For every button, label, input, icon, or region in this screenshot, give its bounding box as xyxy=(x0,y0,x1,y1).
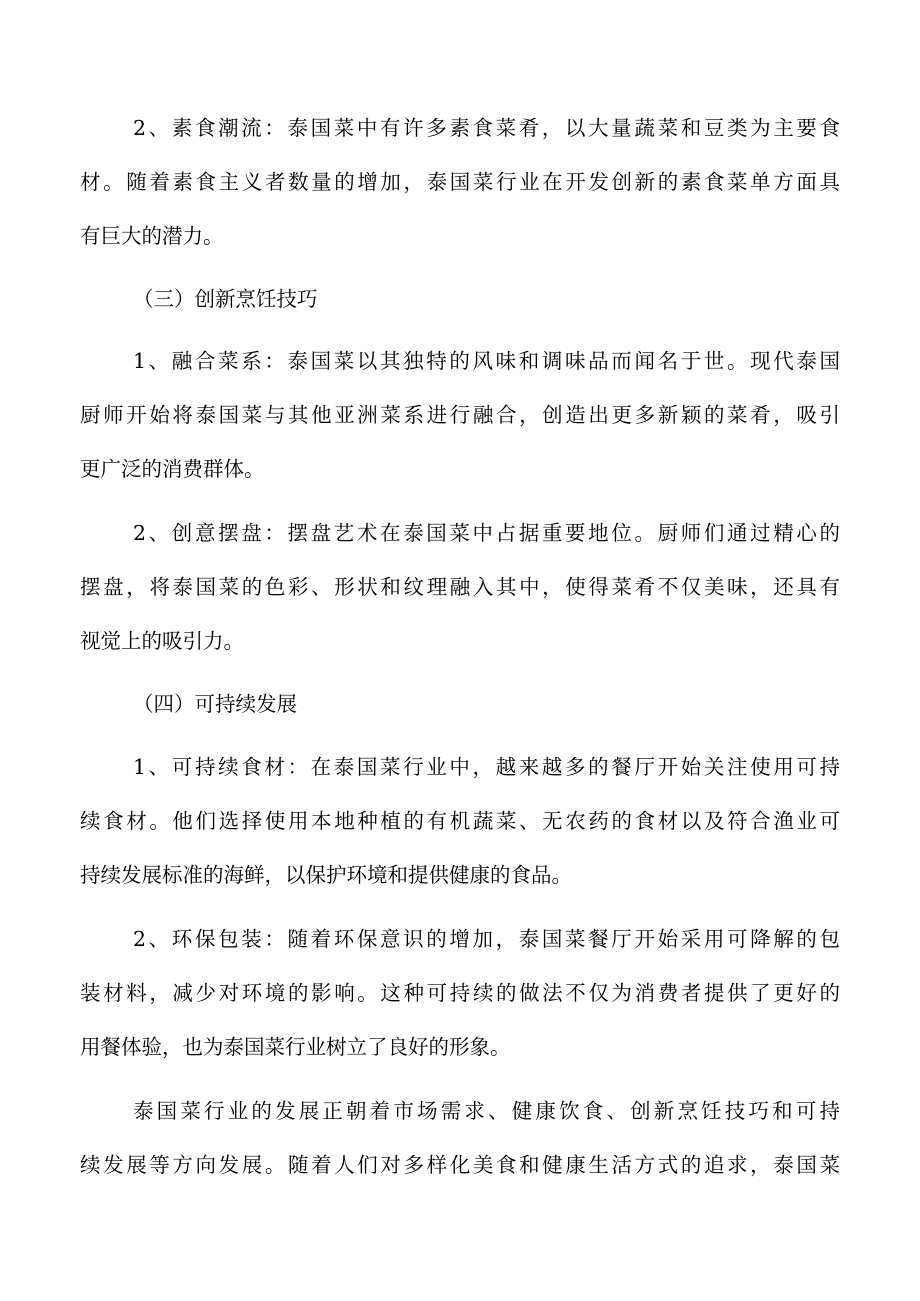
paragraph-creative-plating xyxy=(80,506,840,668)
section-heading-sustainable-development: （四）可持续发展 xyxy=(133,692,297,716)
paragraph-vegetarian-trend xyxy=(80,101,840,263)
text-line: 2、环保包装：随着环保意识的增加，泰国菜餐厅开始采用可降解的包 xyxy=(133,927,840,951)
text-line: 视觉上的吸引力。 xyxy=(80,629,244,653)
paragraph-industry-summary xyxy=(80,1084,840,1192)
text-line: 材。随着素食主义者数量的增加，泰国菜行业在开发创新的素食菜单方面具 xyxy=(80,170,840,194)
paragraph-fusion-cuisine xyxy=(80,334,840,496)
text-line: 厨师开始将泰国菜与其他亚洲菜系进行融合，创造出更多新颖的菜肴，吸引 xyxy=(80,403,840,427)
text-line: 装材料，减少对环境的影响。这种可持续的做法不仅为消费者提供了更好的 xyxy=(80,981,840,1005)
text-line: 持续发展标准的海鲜，以保护环境和提供健康的食品。 xyxy=(80,863,572,887)
paragraph-sustainable-ingredients xyxy=(80,740,840,902)
paragraph-eco-packaging xyxy=(80,912,840,1074)
text-line: 续发展等方向发展。随着人们对多样化美食和健康生活方式的追求，泰国菜 xyxy=(80,1153,840,1177)
text-line: 1、可持续食材：在泰国菜行业中，越来越多的餐厅开始关注使用可持 xyxy=(133,755,840,779)
text-line: 泰国菜行业的发展正朝着市场需求、健康饮食、创新烹饪技巧和可持 xyxy=(133,1099,840,1123)
text-line: 续食材。他们选择使用本地种植的有机蔬菜、无农药的食材以及符合渔业可 xyxy=(80,809,840,833)
text-line: 2、创意摆盘：摆盘艺术在泰国菜中占据重要地位。厨师们通过精心的 xyxy=(133,521,840,545)
text-line: 有巨大的潜力。 xyxy=(80,224,224,248)
text-line: 2、素食潮流：泰国菜中有许多素食菜肴，以大量蔬菜和豆类为主要食 xyxy=(133,116,840,140)
text-line: 1、融合菜系：泰国菜以其独特的风味和调味品而闻名于世。现代泰国 xyxy=(133,349,840,373)
section-heading-innovative-cooking: （三）创新烹饪技巧 xyxy=(133,287,318,311)
text-line: 更广泛的消费群体。 xyxy=(80,457,265,481)
text-line: 用餐体验，也为泰国菜行业树立了良好的形象。 xyxy=(80,1035,511,1059)
text-line: 摆盘，将泰国菜的色彩、形状和纹理融入其中，使得菜肴不仅美味，还具有 xyxy=(80,575,840,599)
